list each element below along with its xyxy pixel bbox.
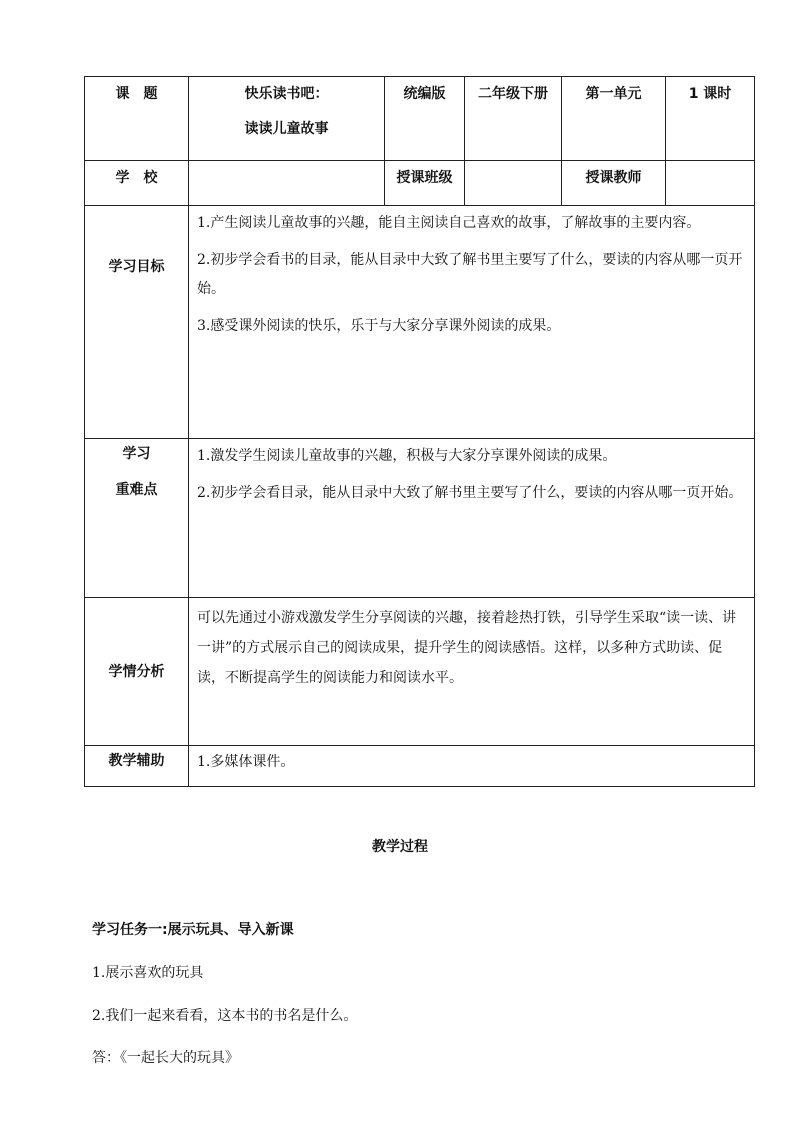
task1-title: 学习任务一:展示玩具、导入新课 — [92, 922, 294, 938]
unit-cell: 第一单元 — [562, 77, 666, 161]
key-point-item: 1.激发学生阅读儿童故事的兴趣，积极与大家分享课外阅读的成果。 — [197, 448, 617, 464]
row-analysis — [85, 598, 755, 746]
school-value — [189, 161, 385, 206]
lesson-plan-table — [84, 76, 755, 787]
aids-label: 教学辅助 — [85, 746, 189, 787]
key-point-item: 2.初步学会看目录，能从目录中大致了解书里主要写了什么，要读的内容从哪一页开始。 — [197, 485, 743, 501]
key-points-label — [85, 439, 189, 598]
topic-label: 课 题 — [85, 77, 189, 161]
aids-content — [189, 746, 755, 787]
class-value — [465, 161, 562, 206]
lesson-title-line2: 读读儿童故事 — [244, 121, 329, 137]
lesson-title-cell — [189, 77, 385, 161]
row-topic — [85, 77, 755, 161]
analysis-content — [189, 598, 755, 746]
hours-cell: 1 课时 — [666, 77, 755, 161]
lesson-title-line1: 快乐读书吧： — [244, 86, 329, 102]
goal-item: 2.初步学会看书的目录，能从目录中大致了解书里主要写了什么，要读的内容从哪一页开始。 — [197, 252, 743, 297]
edition-cell: 统编版 — [385, 77, 465, 161]
teacher-label: 授课教师 — [562, 161, 666, 206]
goal-item: 1.产生阅读儿童故事的兴趣，能自主阅读自己喜欢的故事，了解故事的主要内容。 — [197, 215, 701, 231]
goals-content — [189, 206, 755, 439]
class-label: 授课班级 — [385, 161, 465, 206]
school-label: 学 校 — [85, 161, 189, 206]
goals-label: 学习目标 — [85, 206, 189, 439]
key-points-label-line1: 学习 — [122, 446, 151, 462]
row-school — [85, 161, 755, 206]
grade-cell: 二年级下册 — [465, 77, 562, 161]
row-aids — [85, 746, 755, 787]
process-heading: 教学过程 — [372, 839, 428, 855]
analysis-label: 学情分析 — [85, 598, 189, 746]
aids-text: 1.多媒体课件。 — [197, 754, 295, 770]
teacher-value — [666, 161, 755, 206]
process-line: 2.我们一起来看看，这本书的书名是什么。 — [92, 1008, 358, 1024]
key-points-content — [189, 439, 755, 598]
analysis-text: 可以先通过小游戏激发学生分享阅读的兴趣，接着趁热打铁，引导学生采取“读一读、讲一讲”的方式展示自己的阅读成果，提升学生的阅读感悟。这样，以多种方式助读、促读，不断提高学生的阅读能力和阅读水平。 — [197, 610, 737, 686]
row-goals — [85, 206, 755, 439]
process-line: 答：《一起长大的玩具》 — [92, 1050, 239, 1066]
key-points-label-line2: 重难点 — [115, 482, 158, 498]
row-key-points — [85, 439, 755, 598]
goal-item: 3.感受课外阅读的快乐，乐于与大家分享课外阅读的成果。 — [197, 318, 561, 334]
process-line: 1.展示喜欢的玩具 — [92, 965, 204, 981]
